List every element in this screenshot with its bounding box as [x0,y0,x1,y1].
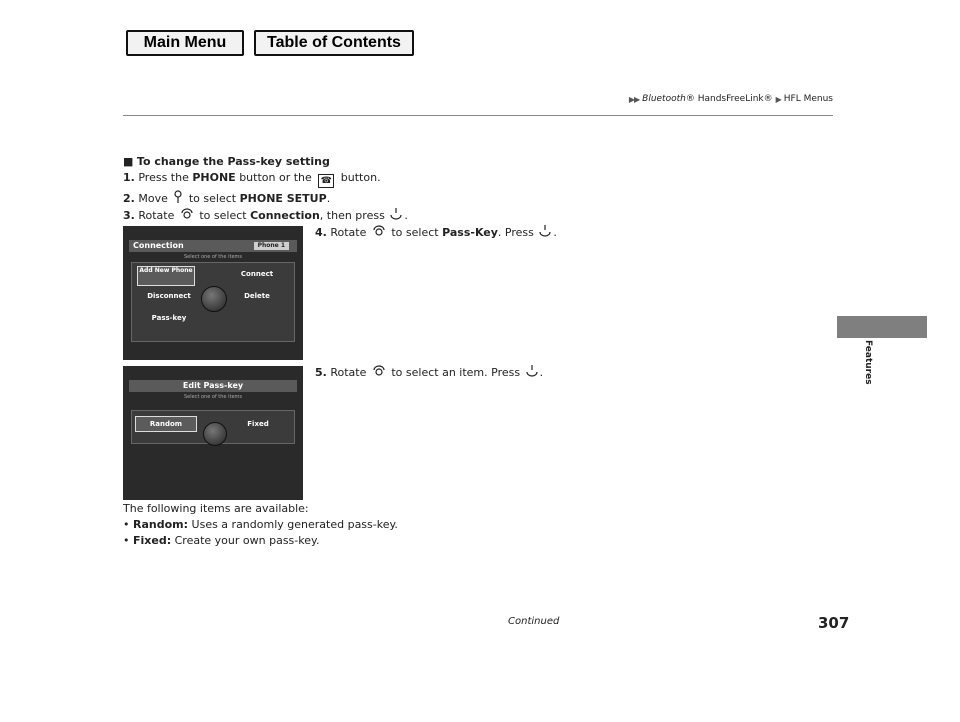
available-item-fixed: • Fixed: Create your own pass-key. [123,534,320,547]
edit-pass-key-screen-image [123,366,303,500]
menu-item-delete: Delete [244,292,270,300]
knob-icon [201,286,227,312]
press-knob-icon [526,364,538,378]
breadcrumb-arrow-icon: ▶▶ [628,94,640,104]
screen-title-bar: Edit Pass-key [129,380,297,392]
bullet-icon: • [123,518,130,531]
menu-item-random: Random [135,416,197,432]
screen-title-bar: Connection Phone 1 [129,240,297,252]
press-knob-icon [539,224,551,238]
breadcrumb-part2: HFL Menus [783,94,833,104]
menu-item-pass-key: Pass-key [151,314,187,322]
menu-item-disconnect: Disconnect [147,292,191,300]
step-5: 5. Rotate to select an item. Press . [315,366,544,379]
press-knob-icon [390,207,402,221]
rotate-knob-icon [180,207,194,221]
continued-label: Continued [508,616,560,627]
rotate-knob-icon [372,364,386,378]
square-bullet-icon: ■ [123,155,134,168]
phone-tag: Phone 1 [254,242,289,250]
table-of-contents-button[interactable]: Table of Contents [254,30,414,56]
phone-button-icon: ☎ [318,174,334,188]
menu-item-fixed: Fixed [247,420,269,428]
step-4: 4. Rotate to select Pass-Key. Press . [315,226,557,239]
screen-subtitle: Select one of the items [183,254,242,260]
step-3: 3. Rotate to select Connection, then press . [123,209,408,222]
page-number: 307 [818,614,850,632]
breadcrumb-part1: Bluetooth® HandsFreeLink® [642,94,773,104]
bullet-icon: • [123,534,130,547]
breadcrumb [629,94,833,104]
knob-icon [203,422,227,446]
connection-screen-image [123,226,303,360]
screen-subtitle: Select one of the items [183,394,242,400]
joystick-move-icon [173,190,183,204]
header-divider [123,115,833,116]
section-heading: ■ To change the Pass-key setting [123,155,330,168]
side-tab-label: Features [863,340,873,385]
breadcrumb-arrow-icon: ▶ [775,94,781,104]
menu-item-connect: Connect [240,270,274,278]
section-tab[interactable] [837,316,927,338]
available-item-random: • Random: Uses a randomly generated pass-key. [123,518,398,531]
menu-item-add-new-phone: Add New Phone [137,266,195,286]
step-1: 1. Press the PHONE button or the ☎ button. [123,171,381,186]
main-menu-button[interactable]: Main Menu [126,30,244,56]
available-intro: The following items are available: [123,502,309,515]
step-2: 2. Move to select PHONE SETUP. [123,192,331,205]
rotate-knob-icon [372,224,386,238]
